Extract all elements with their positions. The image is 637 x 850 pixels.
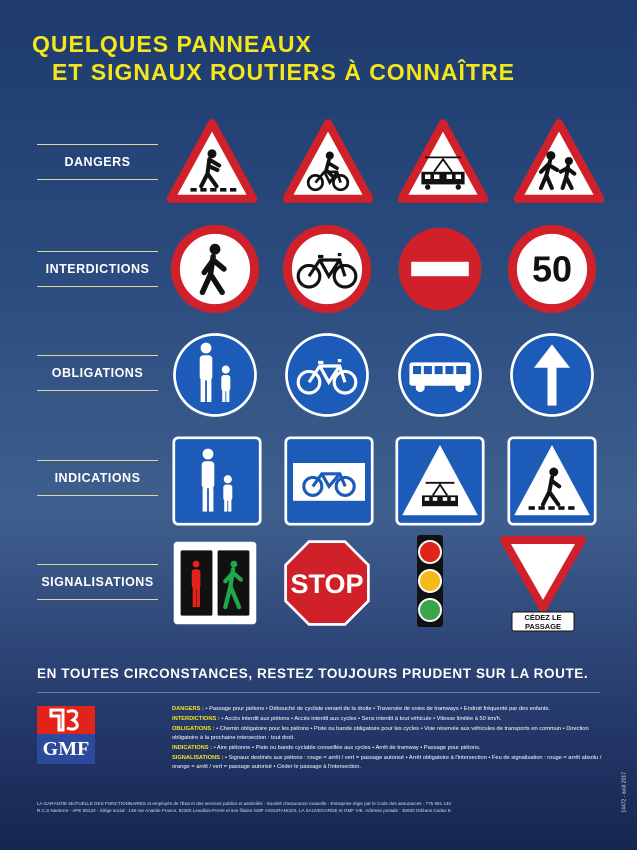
pedestrian-crossing-indication-sign (507, 436, 597, 526)
pedestrian-area-sign (172, 436, 262, 526)
no-cycles-sign (282, 224, 372, 314)
yield-text-2: PASSAGE (524, 622, 562, 631)
legend-text: • Accès interdit aux piétons • Accès interdit aux cycles • Sens interdit à tout véhicule • Vitesse limitée à 50 km/h. (221, 716, 502, 723)
straight-ahead-sign (507, 330, 597, 420)
stop-text: STOP (290, 568, 364, 599)
legend-indications (172, 744, 602, 753)
row-label-signalisations: SIGNALISATIONS (37, 564, 158, 600)
danger-pedestrian-crossing-sign (167, 116, 257, 206)
legend (172, 705, 602, 773)
motto: EN TOUTES CIRCONSTANCES, RESTEZ TOUJOURS PRUDENT SUR LA ROUTE. (37, 666, 589, 681)
recommended-cycle-path-sign (284, 436, 374, 526)
row-label-indications: INDICATIONS (37, 460, 158, 496)
legend-text: • Passage pour piétons • Débouché de cycliste venant de la droite • Traversée de voies de tramways • Endroit fréquenté par des enfants. (205, 706, 550, 712)
document-reference: 14472 - août 2017 (622, 772, 628, 813)
danger-tramway-sign (398, 116, 488, 206)
gmf-logo-text: GMF (37, 734, 95, 764)
legend-signalisations (172, 754, 602, 771)
page-title (32, 30, 515, 86)
gmf-logo (37, 706, 95, 764)
mandatory-pedestrian-path-sign (170, 330, 260, 420)
yield-sign (500, 536, 586, 632)
tram-stop-sign (395, 436, 485, 526)
speed-limit-value: 50 (531, 248, 573, 290)
bus-lane-sign (395, 330, 485, 420)
legend-text: • Chemin obligatoire pour les piétons • Piste ou bande obligatoire pour les cycles • Voie réservée aux véhicules de transports en commun • Direction obligatoire à la prochaine intersection : tout droit. (172, 726, 589, 741)
legend-text: • Aire piétonne • Piste ou bande cyclable conseillée aux cycles • Arrêt de tramway • Passage pour piétons. (213, 744, 481, 751)
legal-notice: LA GARANTIE MUTUELLE DES FONCTIONNAIRES et employés de l'État et des services publics et assimilés - Société d'assurance mutuelle - Entreprise régie par le Code des assurances - 775 691 140 R.C.S Nanterre - APE 6512Z - Siège social : 148 rue Anatole France, 92300 Levallois-Perret et ses filiales GMF ASSURANCES, LA SAUVEGARDE et GMF VIE. Adresse postale : 45930 Orléans Cedex 9. (37, 801, 452, 813)
legend-key: SIGNALISATIONS : (172, 754, 224, 761)
legend-key: INDICATIONS : (172, 744, 213, 751)
no-pedestrians-sign (170, 224, 260, 314)
traffic-light (405, 535, 455, 631)
stop-sign (282, 538, 372, 628)
danger-cyclist-sign (283, 116, 373, 206)
legend-key: INTERDICTIONS : (172, 716, 220, 723)
danger-children-sign (514, 116, 604, 206)
no-entry-sign (395, 224, 485, 314)
row-label-obligations: OBLIGATIONS (37, 355, 158, 391)
speed-limit-sign (507, 224, 597, 314)
divider (37, 692, 600, 693)
title-line-1: QUELQUES PANNEAUX (32, 31, 312, 57)
row-label-dangers: DANGERS (37, 144, 158, 180)
legend-text: • Signaux destinés aux piétons : rouge = arrêt / vert = passage autorisé • Arrêt obligatoire à l'intersection • Feu de signalisation : rouge = arrêt absolu / orange = arrêt / vert = passage autorisé • Céder le passage à l'intersection. (172, 754, 602, 770)
pedestrian-signals (172, 540, 258, 626)
legend-interdictions (172, 715, 602, 724)
legend-dangers (172, 705, 602, 714)
row-label-interdictions: INTERDICTIONS (37, 251, 158, 287)
mandatory-cycle-path-sign (282, 330, 372, 420)
traffic-light-icon (405, 535, 455, 631)
legend-key: DANGERS : (172, 706, 204, 712)
legend-key: OBLIGATIONS : (172, 726, 215, 733)
legend-obligations (172, 725, 602, 742)
title-line-2: ET SIGNAUX ROUTIERS À CONNAÎTRE (52, 59, 515, 85)
yield-text-1: CÉDEZ LE (524, 613, 562, 622)
